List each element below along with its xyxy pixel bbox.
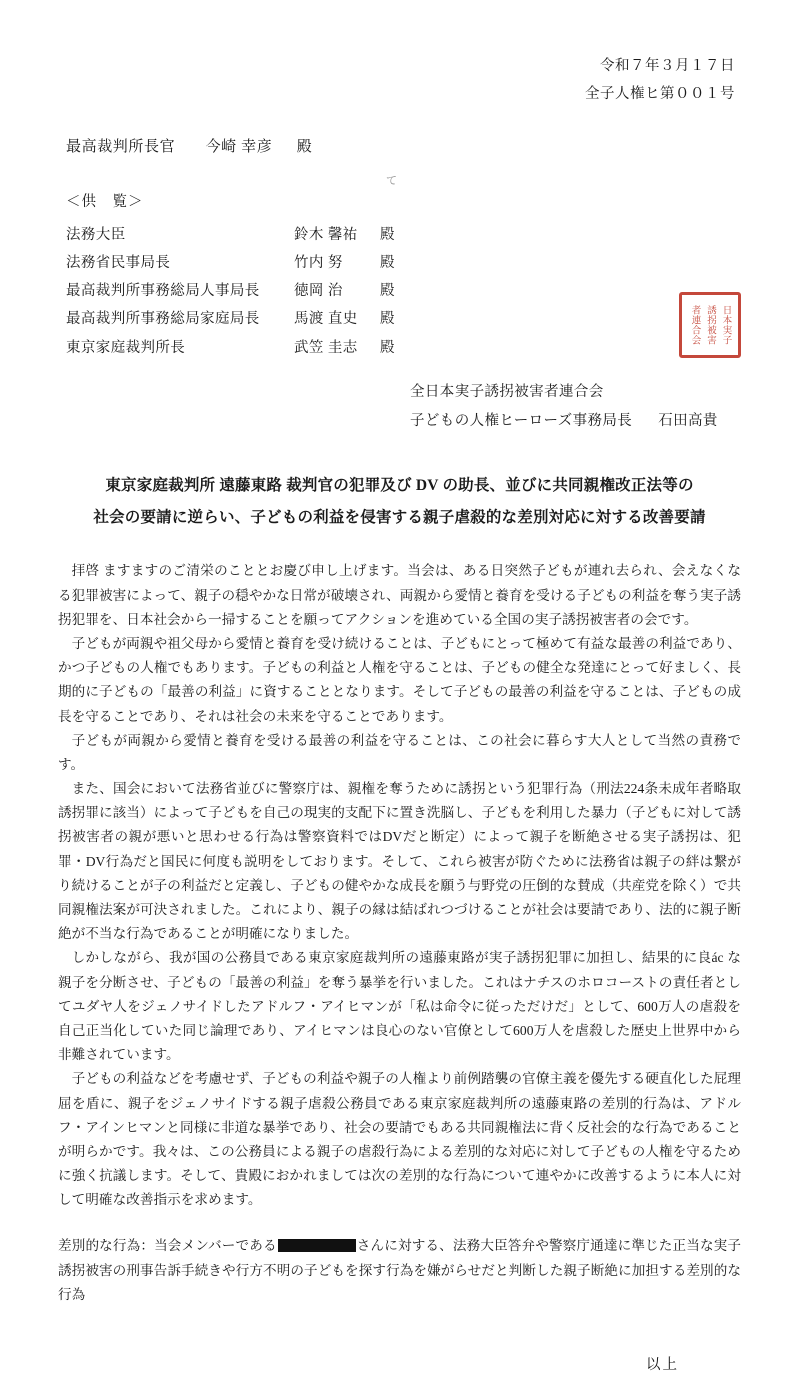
closing-mark: 以上	[646, 1357, 679, 1374]
cc-row	[66, 221, 741, 249]
addressee-name: 今崎 幸彦	[205, 138, 273, 155]
body-paragraph: しかしながら、我が国の公務員である東京家庭裁判所の遠藤東路が実子誘拐犯罪に加担し、結果的に良ác な親子を分断させ、子どもの「最善の利益」を奪う暴挙を行いました。これはナチスのホロコーストの責任者としてユダヤ人をジェノサイドしたアドルフ・アイヒマンが「私は命令に従っただけだ」として、600万人の虐殺を自己正当化していた同じ論理であり、アイヒマンは良心のない官僚として600万人を虐殺した歴史上世界中から非難されています。	[58, 950, 741, 1063]
body-paragraph: 子どもの利益などを考慮せず、子どもの利益や親子の人権より前例踏襲の官僚主義を優先する硬直化した屁理屈を盾に、親子をジェノサイドする親子虐殺公務員である東京家庭裁判所の遠藤東路の差別的行為は、アドルフ・アインヒマンと同様に非道な暴挙であり、社会の要請でもある共同親権法に背く反社会的な行為であることが明らかです。我々は、この公務員による親子の虐殺行為による差別的な対応に対して子どもの人権を守るために強く抗議します。そして、貴殿におかれましては次の差別的な行為について連やかに改善するように本人に対して明確な改善指示を求めます。	[58, 1071, 741, 1208]
body-paragraph: 子どもが両親から愛情と養育を受ける最善の利益を守ることは、この社会に暮らす大人として当然の責務です。	[58, 732, 741, 772]
cc-name: 徳岡 治	[294, 283, 343, 300]
cc-name: 馬渡 直史	[294, 311, 358, 328]
note-suffix: さんに対する、法務大臣答弁や警察庁通達に準じた正当な実子誘拐被害の刑事告訴手続きや行方不明の子どもを探す行為を嫌がらせだと判断した親子断絶に加担する差別的な行為	[58, 1238, 742, 1302]
seal-column: 日本実子	[720, 305, 732, 345]
redaction-bar	[278, 1239, 356, 1252]
red-seal-stamp	[679, 292, 741, 358]
cc-role: 法務省民事局長	[66, 254, 171, 271]
addressee-role: 最高裁判所長官	[66, 138, 176, 155]
stray-pen-mark: て	[386, 175, 397, 187]
seal-column: 誘拐被害	[704, 305, 716, 345]
cc-role: 最高裁判所事務総局家庭局長	[66, 311, 260, 328]
sender-division-line	[410, 407, 741, 436]
cc-name: 竹内 努	[294, 254, 343, 271]
sender-division: 子どもの人権ヒーローズ事務局長	[410, 412, 633, 429]
document-title	[58, 470, 741, 534]
cc-role: 法務大臣	[66, 226, 126, 243]
sender-block	[410, 378, 741, 436]
cc-row	[66, 249, 741, 277]
document-body	[58, 559, 741, 1212]
cc-row	[66, 277, 741, 305]
addressee-honorific: 殿	[296, 138, 313, 155]
body-paragraph: 拝啓 ますますのご清栄のこととお慶び申し上げます。当会は、ある日突然子どもが連れ去られ、会えなくなる犯罪被害によって、親子の穏やかな日常が破壊され、両親から愛情と養育を受ける子どもの利益を奪う実子誘拐犯罪を、日本社会から一掃することを願ってアクションを進めている全国の実子誘拐被害者の会です。	[58, 563, 741, 627]
cc-row	[66, 334, 741, 362]
cc-role: 最高裁判所事務総局人事局長	[66, 283, 260, 300]
cc-heading: ＜供 覧＞	[66, 193, 144, 210]
cc-honorific: 殿	[380, 283, 395, 300]
cc-role: 東京家庭裁判所長	[66, 339, 186, 356]
cc-name: 武笠 圭志	[294, 339, 358, 356]
document-header-meta	[58, 52, 735, 109]
sender-organization: 全日本実子誘拐被害者連合会	[410, 383, 604, 400]
discriminatory-act-note	[58, 1234, 741, 1307]
body-paragraph: 子どもが両親や祖父母から愛情と養育を受け続けることは、子どもにとって極めて有益な最善の利益であり、かつ子どもの人権でもあります。子どもの利益と人権を守ることは、子どもの健全な発達にとって好ましく、長期的に子どもの「最善の利益」に資することとなります。そして子どもの最善の利益を守ることは、子どもの成長を守ることであり、それは社会の未来を守ることであります。	[58, 635, 741, 724]
sender-person: 石田高貴	[658, 412, 718, 429]
cc-list	[66, 221, 741, 362]
document-title-line-2: 社会の要請に逆らい、子どもの利益を侵害する親子虐殺的な差別対応に対する改善要請	[93, 508, 706, 526]
cc-honorific: 殿	[380, 311, 395, 328]
cc-honorific: 殿	[380, 339, 395, 356]
addressee-line	[66, 135, 741, 156]
cc-row	[66, 305, 741, 333]
cc-name: 鈴木 馨祐	[294, 226, 358, 243]
note-prefix: 差別的な行為：当会メンバーである	[58, 1238, 277, 1254]
cc-honorific: 殿	[380, 254, 395, 271]
document-number: 全子人権ヒ第００１号	[585, 86, 735, 103]
document-date: 令和７年３月１７日	[600, 58, 735, 74]
seal-column: 者連合会	[689, 305, 701, 345]
document-title-line-1: 東京家庭裁判所 遠藤東路 裁判官の犯罪及び DV の助長、並びに共同親権改正法等の	[105, 476, 694, 494]
cc-honorific: 殿	[380, 226, 395, 243]
body-paragraph: また、国会において法務省並びに警察庁は、親権を奪うために誘拐という犯罪行為（刑法224条未成年者略取誘拐罪に該当）によって子どもを自己の現実的支配下に置き洗脳し、子どもを利用した暴力（子どもに対して誘拐被害者の親が悪いと思わせる行為は警察資料ではDVだと断定）によって親子を断絶させる実子誘拐は、犯罪・DV行為だと国民に何度も説明をしております。そして、これら被害が防ぐために法務省は親子の絆は繋がり続けることが子の利益だと定義し、子どもの健やかな成長を願う与野党の圧倒的な賛成（共産党を除く）で共同親権法案が可決されました。これにより、親子の縁は結ばれつづけることが社会は要請であり、法的に親子断絶が不当な行為であることが明確になりました。	[58, 781, 741, 942]
